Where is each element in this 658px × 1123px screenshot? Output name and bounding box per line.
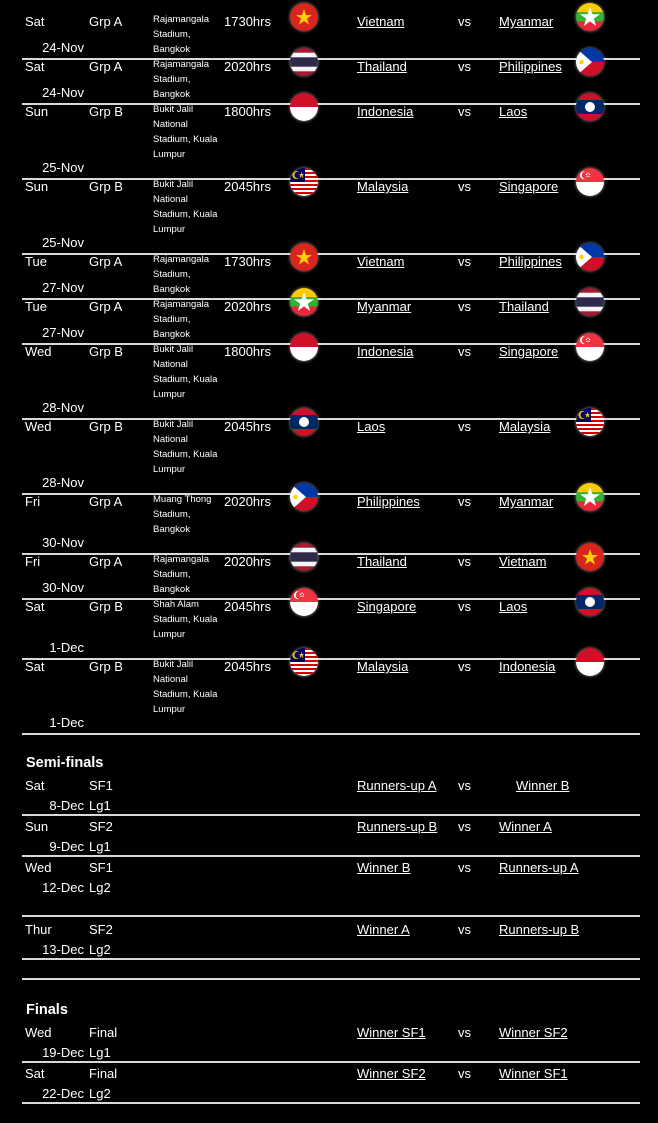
vs-label: vs: [458, 14, 471, 29]
away-team-link[interactable]: Singapore: [499, 179, 559, 194]
match-row: [22, 59, 640, 105]
match-day: Fri: [25, 494, 41, 509]
away-team-link[interactable]: Runners-up A: [499, 860, 579, 875]
home-team-link[interactable]: Winner B: [357, 860, 411, 875]
match-day: Wed: [25, 860, 52, 875]
match-day: Wed: [25, 419, 52, 434]
match-date: 25-Nov: [42, 235, 84, 250]
philippines-flag-icon: [576, 48, 604, 76]
match-day: Sun: [25, 104, 49, 119]
knockout-row: [22, 860, 640, 917]
match-date: 27-Nov: [42, 280, 84, 295]
match-venue: Rajamangala Stadium, Bangkok: [153, 254, 209, 295]
match-row: [22, 299, 640, 345]
match-date: 13-Dec: [42, 942, 84, 957]
away-team-link[interactable]: Myanmar: [499, 494, 554, 509]
match-row: [22, 344, 640, 420]
match-leg: Lg2: [89, 942, 111, 957]
vs-label: vs: [458, 299, 471, 314]
match-day: Sun: [25, 819, 49, 834]
malaysia-flag-icon: [290, 168, 318, 196]
home-team-link[interactable]: Winner SF2: [357, 1066, 426, 1081]
laos-flag-icon: [290, 408, 318, 436]
match-group: Grp A: [89, 14, 123, 29]
match-venue: Rajamangala Stadium, Bangkok: [153, 554, 209, 595]
knockout-row: [22, 819, 640, 857]
match-time: 2020hrs: [224, 59, 271, 74]
vietnam-flag-icon: [290, 3, 318, 31]
home-team-link[interactable]: Thailand: [357, 554, 407, 569]
match-date: 30-Nov: [42, 580, 84, 595]
home-team-link[interactable]: Runners-up A: [357, 778, 437, 793]
match-row: [22, 254, 640, 300]
philippines-flag-icon: [576, 243, 604, 271]
away-team-link[interactable]: Singapore: [499, 344, 559, 359]
knockout-row: [22, 778, 640, 816]
match-group: Grp A: [89, 254, 123, 269]
away-team-link[interactable]: Myanmar: [499, 14, 554, 29]
away-team-link[interactable]: Laos: [499, 599, 528, 614]
match-group: Grp B: [89, 599, 123, 614]
myanmar-flag-icon: [576, 3, 604, 31]
match-day: Thur: [25, 922, 52, 937]
away-team-link[interactable]: Thailand: [499, 299, 549, 314]
match-venue: Bukit Jalil National Stadium, Kuala Lumpur: [153, 179, 218, 235]
match-date: 27-Nov: [42, 325, 84, 340]
indonesia-flag-icon: [290, 333, 318, 361]
match-date: 24-Nov: [42, 85, 84, 100]
match-day: Sat: [25, 59, 45, 74]
home-team-link[interactable]: Winner A: [357, 922, 410, 937]
home-team-link[interactable]: Malaysia: [357, 179, 409, 194]
singapore-flag-icon: [290, 588, 318, 616]
match-time: 1730hrs: [224, 14, 271, 29]
match-date: 8-Dec: [49, 798, 84, 813]
match-venue: Rajamangala Stadium, Bangkok: [153, 299, 209, 340]
match-row: [22, 179, 640, 255]
match-stage: SF1: [89, 778, 113, 793]
home-team-link[interactable]: Myanmar: [357, 299, 412, 314]
vs-label: vs: [458, 494, 471, 509]
home-team-link[interactable]: Runners-up B: [357, 819, 438, 834]
vs-label: vs: [458, 344, 471, 359]
home-team-link[interactable]: Thailand: [357, 59, 407, 74]
match-time: 2045hrs: [224, 179, 271, 194]
match-date: 22-Dec: [42, 1086, 84, 1101]
home-team-link[interactable]: Malaysia: [357, 659, 409, 674]
singapore-flag-icon: [576, 333, 604, 361]
match-row: [22, 554, 640, 600]
match-stage: Final: [89, 1066, 118, 1081]
thailand-flag-icon: [290, 543, 318, 571]
match-day: Sat: [25, 778, 45, 793]
away-team-link[interactable]: Winner B: [516, 778, 570, 793]
match-stage: SF1: [89, 860, 113, 875]
away-team-link[interactable]: Runners-up B: [499, 922, 580, 937]
match-time: 1800hrs: [224, 104, 271, 119]
home-team-link[interactable]: Indonesia: [357, 104, 414, 119]
match-venue: Shah Alam Stadium, Kuala Lumpur: [153, 599, 218, 640]
indonesia-flag-icon: [290, 93, 318, 121]
home-team-link[interactable]: Indonesia: [357, 344, 414, 359]
match-time: 2045hrs: [224, 659, 271, 674]
home-team-link[interactable]: Vietnam: [357, 14, 405, 29]
home-team-link[interactable]: Laos: [357, 419, 386, 434]
match-venue: Bukit Jalil National Stadium, Kuala Lumpur: [153, 104, 218, 160]
away-team-link[interactable]: Philippines: [499, 254, 562, 269]
match-row: [22, 419, 640, 495]
match-day: Fri: [25, 554, 41, 569]
home-team-link[interactable]: Philippines: [357, 494, 420, 509]
match-leg: Lg1: [89, 798, 111, 813]
vs-label: vs: [458, 860, 471, 875]
match-stage: Final: [89, 1025, 118, 1040]
match-day: Sat: [25, 1066, 45, 1081]
match-venue: Muang Thong Stadium, Bangkok: [153, 494, 212, 535]
away-team-link[interactable]: Winner A: [499, 819, 552, 834]
match-time: 2045hrs: [224, 419, 271, 434]
match-row: [22, 104, 640, 180]
match-time: 2020hrs: [224, 299, 271, 314]
match-group: Grp B: [89, 179, 123, 194]
knockout-row: [22, 1025, 640, 1063]
match-date: 1-Dec: [49, 715, 84, 730]
match-day: Sat: [25, 599, 45, 614]
match-day: Sun: [25, 179, 49, 194]
match-venue: Rajamangala Stadium, Bangkok: [153, 59, 209, 100]
knockout-row: [22, 922, 640, 960]
laos-flag-icon: [576, 93, 604, 121]
match-time: 2020hrs: [224, 494, 271, 509]
match-day: Tue: [25, 254, 47, 269]
match-row: [22, 659, 640, 735]
match-date: 9-Dec: [49, 839, 84, 854]
vs-label: vs: [458, 1066, 471, 1081]
semi-finals-heading: Semi-finals: [26, 755, 104, 771]
match-date: 12-Dec: [42, 880, 84, 895]
match-time: 1800hrs: [224, 344, 271, 359]
malaysia-flag-icon: [576, 408, 604, 436]
match-date: 30-Nov: [42, 535, 84, 550]
malaysia-flag-icon: [290, 648, 318, 676]
match-day: Wed: [25, 1025, 52, 1040]
match-date: 1-Dec: [49, 640, 84, 655]
away-team-link[interactable]: Winner SF2: [499, 1025, 568, 1040]
match-stage: SF2: [89, 922, 113, 937]
vs-label: vs: [458, 254, 471, 269]
match-group: Grp A: [89, 494, 123, 509]
away-team-link[interactable]: Winner SF1: [499, 1066, 568, 1081]
myanmar-flag-icon: [576, 483, 604, 511]
vietnam-flag-icon: [576, 543, 604, 571]
match-venue: Bukit Jalil National Stadium, Kuala Lumpur: [153, 344, 218, 400]
match-group: Grp B: [89, 344, 123, 359]
match-row: [22, 14, 640, 60]
match-time: 2045hrs: [224, 599, 271, 614]
match-group: Grp A: [89, 554, 123, 569]
match-venue: Bukit Jalil National Stadium, Kuala Lumpur: [153, 419, 218, 475]
match-day: Wed: [25, 344, 52, 359]
match-group: Grp B: [89, 104, 123, 119]
laos-flag-icon: [576, 588, 604, 616]
myanmar-flag-icon: [290, 288, 318, 316]
vs-label: vs: [458, 1025, 471, 1040]
finals-heading: Finals: [26, 1002, 68, 1018]
vs-label: vs: [458, 778, 471, 793]
philippines-flag-icon: [290, 483, 318, 511]
match-venue: Rajamangala Stadium, Bangkok: [153, 14, 209, 55]
match-date: 24-Nov: [42, 40, 84, 55]
away-team-link[interactable]: Malaysia: [499, 419, 551, 434]
vs-label: vs: [458, 179, 471, 194]
match-row: [22, 494, 640, 555]
match-group: Grp A: [89, 59, 123, 74]
section-divider: [22, 978, 640, 980]
vs-label: vs: [458, 659, 471, 674]
home-team-link[interactable]: Winner SF1: [357, 1025, 426, 1040]
match-stage: SF2: [89, 819, 113, 834]
match-group: Grp A: [89, 299, 123, 314]
vietnam-flag-icon: [290, 243, 318, 271]
match-date: 28-Nov: [42, 400, 84, 415]
thailand-flag-icon: [290, 48, 318, 76]
match-time: 2020hrs: [224, 554, 271, 569]
match-day: Sat: [25, 14, 45, 29]
match-group: Grp B: [89, 659, 123, 674]
match-leg: Lg1: [89, 1045, 111, 1060]
match-leg: Lg1: [89, 839, 111, 854]
vs-label: vs: [458, 819, 471, 834]
home-team-link[interactable]: Vietnam: [357, 254, 405, 269]
vs-label: vs: [458, 59, 471, 74]
match-date: 25-Nov: [42, 160, 84, 175]
vs-label: vs: [458, 554, 471, 569]
away-team-link[interactable]: Vietnam: [499, 554, 547, 569]
away-team-link[interactable]: Indonesia: [499, 659, 556, 674]
away-team-link[interactable]: Philippines: [499, 59, 562, 74]
indonesia-flag-icon: [576, 648, 604, 676]
vs-label: vs: [458, 419, 471, 434]
match-venue: Bukit Jalil National Stadium, Kuala Lumpur: [153, 659, 218, 715]
match-row: [22, 599, 640, 660]
match-date: 28-Nov: [42, 475, 84, 490]
singapore-flag-icon: [576, 168, 604, 196]
match-day: Tue: [25, 299, 47, 314]
match-time: 1730hrs: [224, 254, 271, 269]
vs-label: vs: [458, 922, 471, 937]
match-leg: Lg2: [89, 880, 111, 895]
knockout-row: [22, 1066, 640, 1104]
away-team-link[interactable]: Laos: [499, 104, 528, 119]
home-team-link[interactable]: Singapore: [357, 599, 417, 614]
vs-label: vs: [458, 599, 471, 614]
match-date: 19-Dec: [42, 1045, 84, 1060]
match-group: Grp B: [89, 419, 123, 434]
thailand-flag-icon: [576, 288, 604, 316]
match-leg: Lg2: [89, 1086, 111, 1101]
match-day: Sat: [25, 659, 45, 674]
vs-label: vs: [458, 104, 471, 119]
